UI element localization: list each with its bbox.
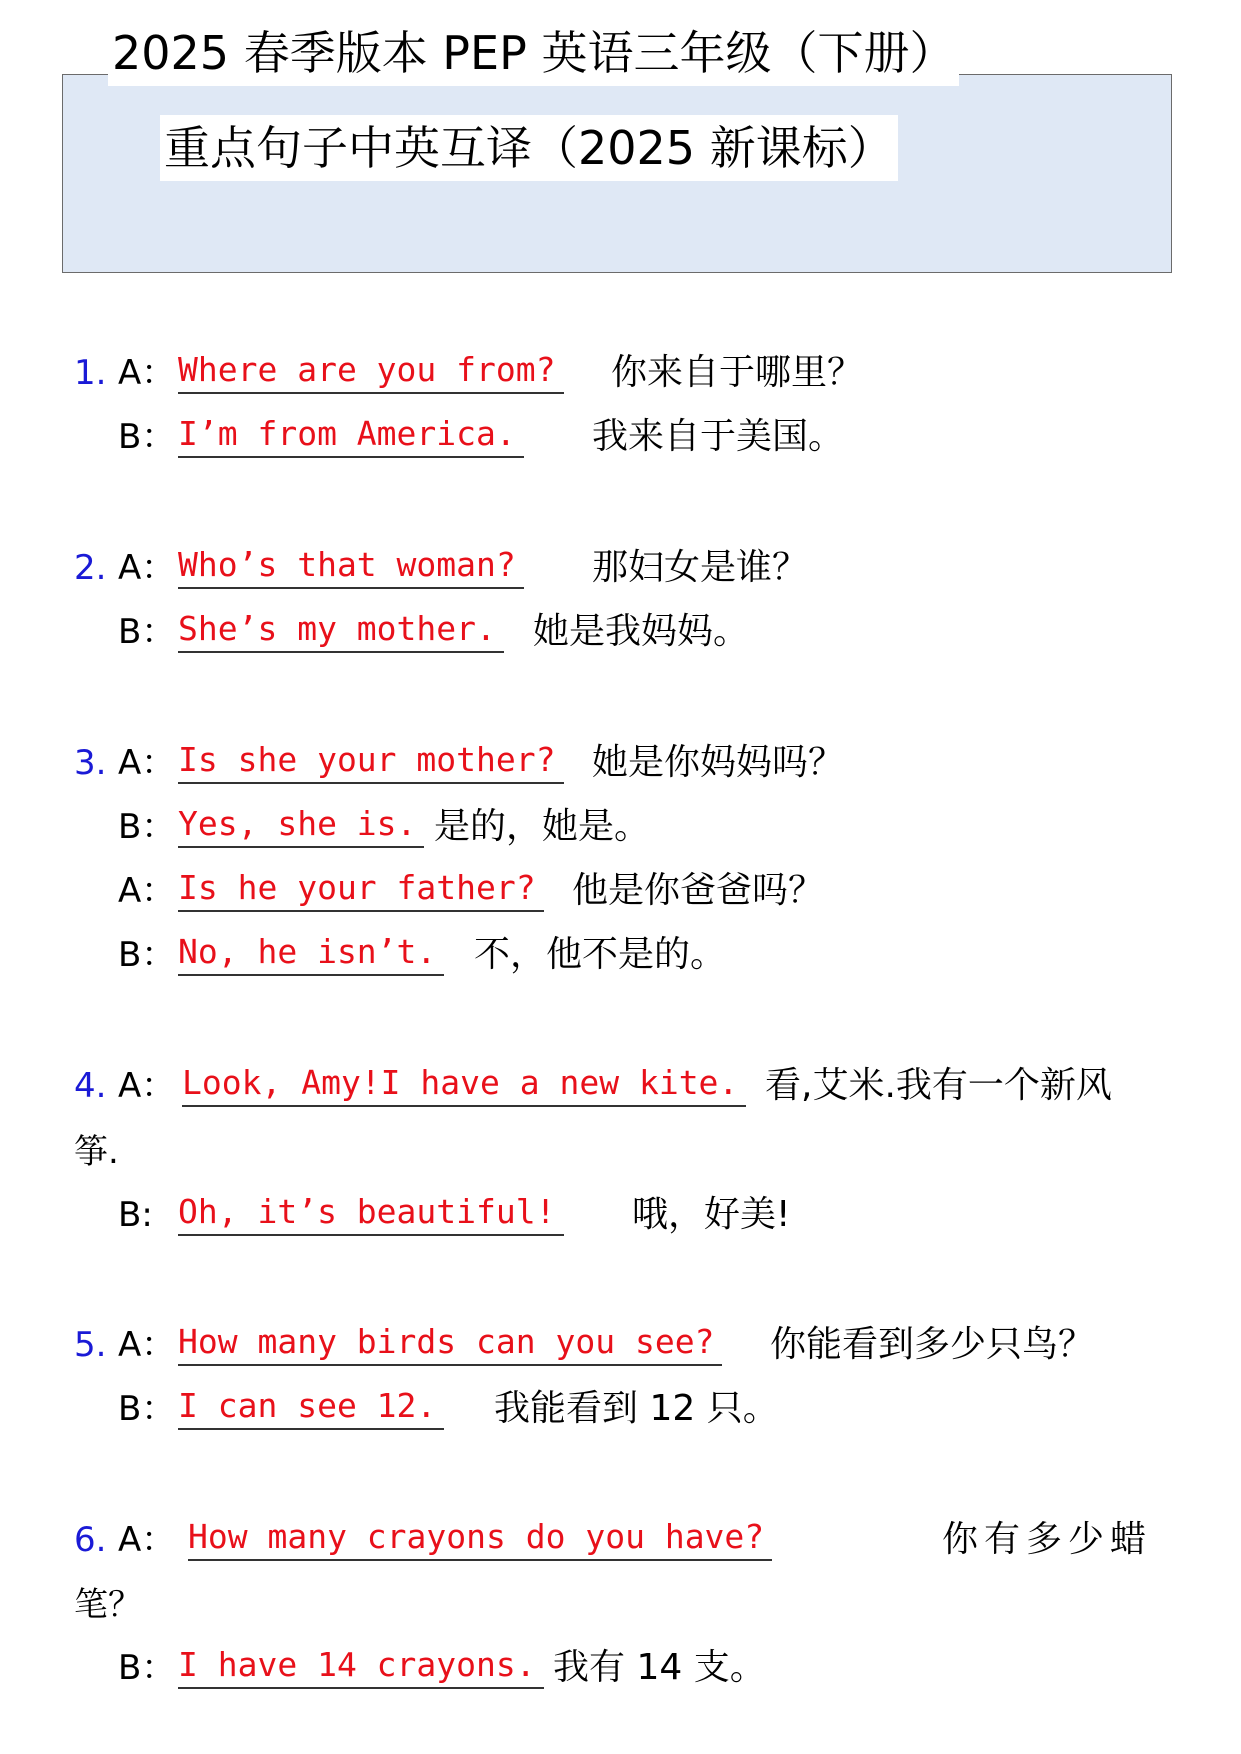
document-title: 2025 春季版本 PEP 英语三年级（下册） [108,20,959,86]
speaker-label: A： [118,1325,176,1365]
chinese-translation-wrap: 筝. [74,1132,119,1172]
english-sentence: How many birds can you see? [178,1320,722,1366]
chinese-translation: 是的，她是。 [434,806,651,847]
chinese-translation-wrap: 笔？ [74,1585,142,1625]
english-sentence: Is he your father? [178,866,544,912]
speaker-label: B： [118,1389,176,1429]
english-sentence: Yes, she is. [178,802,424,848]
item-number: 1. [74,353,107,393]
chinese-translation: 我来自于美国。 [592,416,845,457]
item-number: 3. [74,743,107,783]
item-number: 5. [74,1325,107,1365]
chinese-translation: 你来自于哪里？ [611,352,864,393]
item-number: 6. [74,1520,107,1560]
chinese-translation: 我能看到 12 只。 [494,1388,779,1429]
english-sentence: I have 14 crayons. [178,1643,544,1689]
speaker-label: B： [118,612,176,652]
english-sentence: Where are you from? [178,348,564,394]
speaker-label: A： [118,353,176,393]
speaker-label: A： [118,548,176,588]
speaker-label: A： [118,1520,176,1560]
speaker-label: A： [118,871,176,911]
item-number: 4. [74,1066,107,1106]
english-sentence: Is she your mother? [178,738,564,784]
speaker-label: B： [118,807,176,847]
speaker-label: B： [118,935,176,975]
item-number: 2. [74,548,107,588]
english-sentence: No, he isn’t. [178,930,444,976]
speaker-label: B： [118,417,176,457]
english-sentence: I can see 12. [178,1384,444,1430]
chinese-translation: 那妇女是谁？ [592,547,809,588]
chinese-translation: 看,艾米.我有一个新风 [765,1065,1112,1106]
speaker-label: B: [118,1195,153,1235]
chinese-translation: 她是你妈妈吗？ [592,742,845,783]
chinese-translation: 哦，好美! [632,1194,791,1235]
chinese-translation: 我有 14 支。 [553,1647,766,1688]
english-sentence: Oh, it’s beautiful! [178,1190,564,1236]
chinese-translation: 他是你爸爸吗？ [572,870,825,911]
chinese-translation: 她是我妈妈。 [533,611,750,652]
chinese-translation: 你有多少蜡 [942,1519,1153,1560]
speaker-label: A： [118,1066,176,1106]
chinese-translation: 你能看到多少只鸟？ [770,1324,1095,1365]
english-sentence: Look, Amy!I have a new kite. [182,1061,746,1107]
english-sentence: I’m from America. [178,412,524,458]
english-sentence: Who’s that woman? [178,543,524,589]
speaker-label: A： [118,743,176,783]
chinese-translation: 不，他不是的。 [474,934,727,975]
english-sentence: How many crayons do you have? [188,1515,772,1561]
speaker-label: B： [118,1648,176,1688]
english-sentence: She’s my mother. [178,607,504,653]
document-subtitle: 重点句子中英互译（2025 新课标） [160,115,898,181]
